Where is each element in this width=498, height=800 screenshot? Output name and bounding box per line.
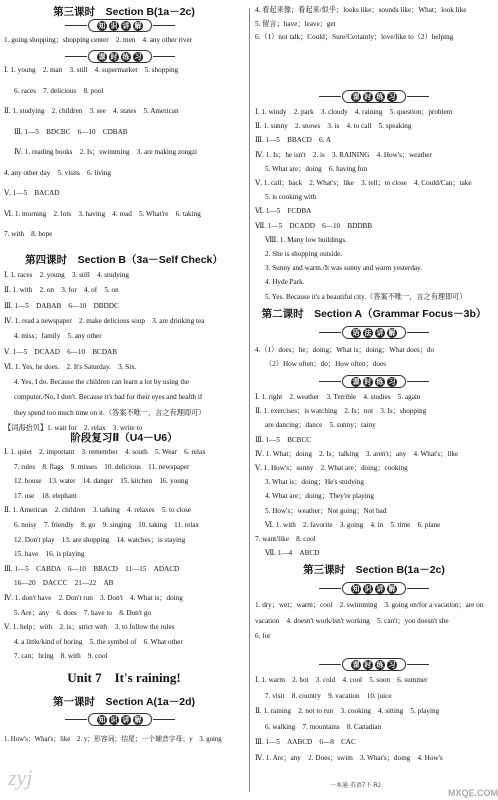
answer-line: Ⅴ. 1. help；with 2. is；strict with 3. to follow the rules	[4, 623, 175, 632]
answer-line: 5. Are；any 6. does 7. have to 8. Don't go	[14, 608, 152, 617]
answer-line: Ⅶ. 1—4 ABCD	[265, 549, 320, 558]
answer-line: Ⅳ. 1. reading books 2. Is；swimming 3. are making zongzi	[14, 148, 198, 156]
practice-badge: 课 时 练 习	[88, 50, 152, 63]
section-heading: 第四课时 Section B（3a－Self Check）	[25, 254, 223, 266]
answer-line: they spend too much time on it.（答案不唯一，言之有理即可）	[14, 408, 206, 417]
answer-line: 7. with 8. hope	[4, 230, 53, 238]
answer-line: 4. miss；family 5. any other	[14, 332, 102, 341]
answer-line: 2. She is shopping outside.	[265, 250, 343, 258]
unit-title: Unit 7 It's raining!	[67, 670, 181, 685]
answer-line: Ⅴ. 1—5 DCAAD 6—10 BCDAB	[4, 347, 118, 356]
answer-line: 6.（1）not talk；Could；Sure/Certainly；love/like to（2）helping	[255, 33, 454, 41]
answer-line: Ⅳ. 1. Are；any 2. Does；swim 3. What's；doing 4. How's	[255, 753, 443, 762]
page-footer: 一本通·英语7下·RJ	[330, 783, 381, 789]
answer-line: 5. 留言；have；leave；get	[255, 19, 336, 28]
answer-line: Ⅳ. 1. don't have 2. Don't run 3. Don't 4. What is；doing	[4, 594, 183, 602]
answer-line: Ⅲ. 1—5 BBACD 6. A	[255, 136, 332, 145]
answer-line: Ⅰ. 1. young 2. man 3. still 4. supermarket 5. shopping	[4, 66, 179, 74]
answer-line: Ⅵ. 1. morning 2. lots 3. having 4. read 5. What're 6. taking	[4, 209, 201, 218]
answer-line: Ⅳ. 1. What；doing 2. Is；talking 3. aren't；any 4. What's；like	[255, 449, 459, 458]
answer-line: 4. What are；doing；They're playing	[265, 492, 374, 501]
practice-badge: 课 时 练 习	[342, 90, 406, 103]
answer-line: Ⅶ. 1—5 DCADD 6—10 BDDBB	[255, 221, 373, 230]
answer-line: 1. going shopping；shopping center 2. men 4. any other river	[4, 36, 193, 44]
section-heading: 第三课时 Section B(1a－2c)	[53, 6, 195, 18]
answer-line: Ⅵ. 1. with 2. favorite 3. going 4. in 5. time 6. plane	[265, 520, 441, 529]
answer-line: Ⅱ. 1. with 2. on 3. for 4. of 5. on	[4, 286, 119, 295]
practice-badge: 课 时 练 习	[342, 375, 406, 388]
answer-line: Ⅰ. 1. quiet 2. important 3. remember 4. south 5. Wear 6. relax	[4, 448, 206, 456]
answer-line: Ⅰ. 1. windy 2. park 3. cloudy 4. raining 5. question；problem	[255, 108, 453, 116]
answer-line: 7. visit 8. country 9. vacation 10. juice	[265, 691, 392, 700]
answer-line: 7. want/like 8. cool	[255, 535, 316, 543]
section-heading: 阶段复习Ⅱ（U4－U6）	[70, 432, 178, 444]
knowledge-badge: 知 识 讲 解	[88, 713, 152, 726]
answer-line: 17. use 18. elephant	[14, 491, 77, 500]
grammar-badge: 语 法 讲 解	[342, 326, 406, 339]
answer-line: 5. What are；doing 6. having fun	[265, 164, 368, 173]
knowledge-badge: 知 识 讲 解	[342, 582, 406, 595]
answer-line: computer./No, I don't. Because it's bad for their eyes and health if	[14, 393, 203, 402]
answer-line: Ⅵ. 1—5 FCDBA	[255, 207, 312, 216]
answer-line: Ⅳ. 1. Is；he isn't 2. is 3. RAINING 4. How's；weather	[255, 150, 432, 159]
answer-line: Ⅴ. 1. How's；sunny 2. What are；doing；cooking	[255, 464, 408, 472]
answer-line: Ⅴ. 1. call；back 2. What's；like 3. tell；to close 4. Could/Can；take	[255, 179, 472, 187]
answer-line: 6. races 7. delicious 8. pool	[14, 86, 104, 95]
answer-line: 6. noisy 7. friendly 8. go 9. singing 10. taking 11. relax	[14, 521, 199, 529]
answer-line: 1. dry；wet；warm；cool 2. swimming 3. going on/for a vacation；are on	[255, 601, 484, 609]
answer-line: vacation 4. doesn't work/isn't working 5. can't；you doesn't she	[255, 616, 449, 625]
knowledge-badge: 知 识 讲 解	[88, 19, 152, 32]
answer-line: Ⅰ. 1. races 2. young 3. still 4. studying	[4, 271, 130, 279]
answer-line: Ⅳ. 1. read a newspaper 2. make delicious soup 3. are drinking tea	[4, 316, 205, 325]
answer-line: 4. 看起来像；看起来/似乎；looks like；sounds like；What；look like	[255, 6, 467, 14]
column-divider	[249, 8, 250, 792]
answer-line: （2）How often；do；How often；does	[265, 359, 386, 368]
watermark-left: zyj	[8, 765, 33, 790]
answer-line: 4. Yes, I do. Because the children can learn a lot by using the	[14, 378, 190, 387]
answer-line: Ⅲ. 1—5 CABDA 6—10 BBACD 11—15 ADACD	[4, 564, 180, 573]
answer-line: 4. any other day 5. visits 6. living	[4, 168, 112, 177]
answer-line: 5. is cooking with	[265, 193, 317, 202]
answer-line: Ⅵ. 1. Yes, he does. 2. It's Saturday. 3. Six.	[4, 362, 137, 371]
answer-line: Ⅱ. 1. American 2. children 3. talking 4. relaxes 5. to close	[4, 506, 192, 515]
answer-line: Ⅴ. 1—5 BACAD	[4, 189, 60, 197]
answer-line: 4. a little/kind of boring 5. the symbol of 6. What other	[14, 637, 183, 646]
answer-line: Ⅷ. 1. Many low buildings.	[265, 235, 347, 244]
answer-line: Ⅱ. 1. sunny 2. snows 3. is 4. to call 5. speaking	[255, 122, 412, 131]
answer-line: 7. can；bring 8. with 9. cool	[14, 652, 108, 661]
answer-line: Ⅰ. 1. right 2. weather 3. Terrible 4. studies 5. again	[255, 393, 421, 401]
answer-line: 12. house 13. water 14. danger 15. kitchen 16. young	[14, 477, 189, 486]
answer-line: 3. Sunny and warm./It was sunny and warm yesterday.	[265, 264, 423, 273]
answer-line: Ⅲ. 1—5 BCBCC	[255, 435, 312, 444]
section-heading: 第二课时 Section A（Grammar Focus－3b）	[261, 308, 487, 320]
answer-line: 7. rules 8. flags 9. misses 10. delicious 11. newspaper	[14, 462, 190, 471]
answer-line: Ⅲ. 1—5 BDCBC 6—10 CDBAB	[14, 127, 128, 136]
watermark: MXQE.COM	[448, 788, 498, 798]
answer-line: 1. How's；What's；like 2. y；形容词；结尾；一个辅音字母；y 3. going	[4, 736, 222, 743]
answer-line: Ⅲ. 1—5 AABCD 6—8 CAC	[255, 738, 356, 746]
answer-line: 【词海拾贝】1. wait for 2. relax 3. write to	[4, 424, 143, 432]
section-heading: 第三课时 Section B(1a－2c)	[303, 564, 445, 576]
answer-line: are dancing；dance 5. sunny；rainy	[265, 421, 376, 430]
answer-line: Ⅰ. 1. warm 2. hot 3. cold 4. cool 5. soon 6. summer	[255, 676, 428, 684]
answer-line: 6. walking 7. mountains 8. Canadian	[265, 722, 382, 731]
answer-line: Ⅱ. 1. exercises；is watching 2. Is；not 3. Is；shopping	[255, 407, 427, 416]
section-heading: 第一课时 Section A(1a－2d)	[53, 696, 195, 708]
answer-line: Ⅱ. 1. raining 2. not to run 3. cooking 4. sitting 5. playing	[255, 707, 440, 715]
answer-line: 15. have 16. is playing	[14, 550, 85, 559]
answer-line: 4.（1）does；he；doing；What is；doing；What does；do	[255, 346, 435, 354]
answer-line: 5. Yes. Because it's a beautiful city.（答案不唯一，言之有理即可）	[265, 292, 467, 301]
answer-line: 5. How's；weather；Not going；Not bad	[265, 506, 387, 515]
answer-line: 4. Hyde Park.	[265, 278, 305, 287]
answer-line: 12. Don't play 13. are shopping 14. watches；is staying	[14, 535, 186, 544]
practice-badge: 课 时 练 习	[342, 658, 406, 671]
answer-line: 16—20 DACCC 21—22 AB	[14, 579, 114, 588]
answer-line: 6. for	[255, 632, 271, 640]
answer-line: 3. What is；doing；He's studying	[265, 478, 364, 487]
answer-line: Ⅲ. 1—5 DABAB 6—10 DBDDC	[4, 301, 119, 310]
answer-line: Ⅱ. 1. studying 2. children 3. see 4. states 5. American	[4, 107, 179, 115]
